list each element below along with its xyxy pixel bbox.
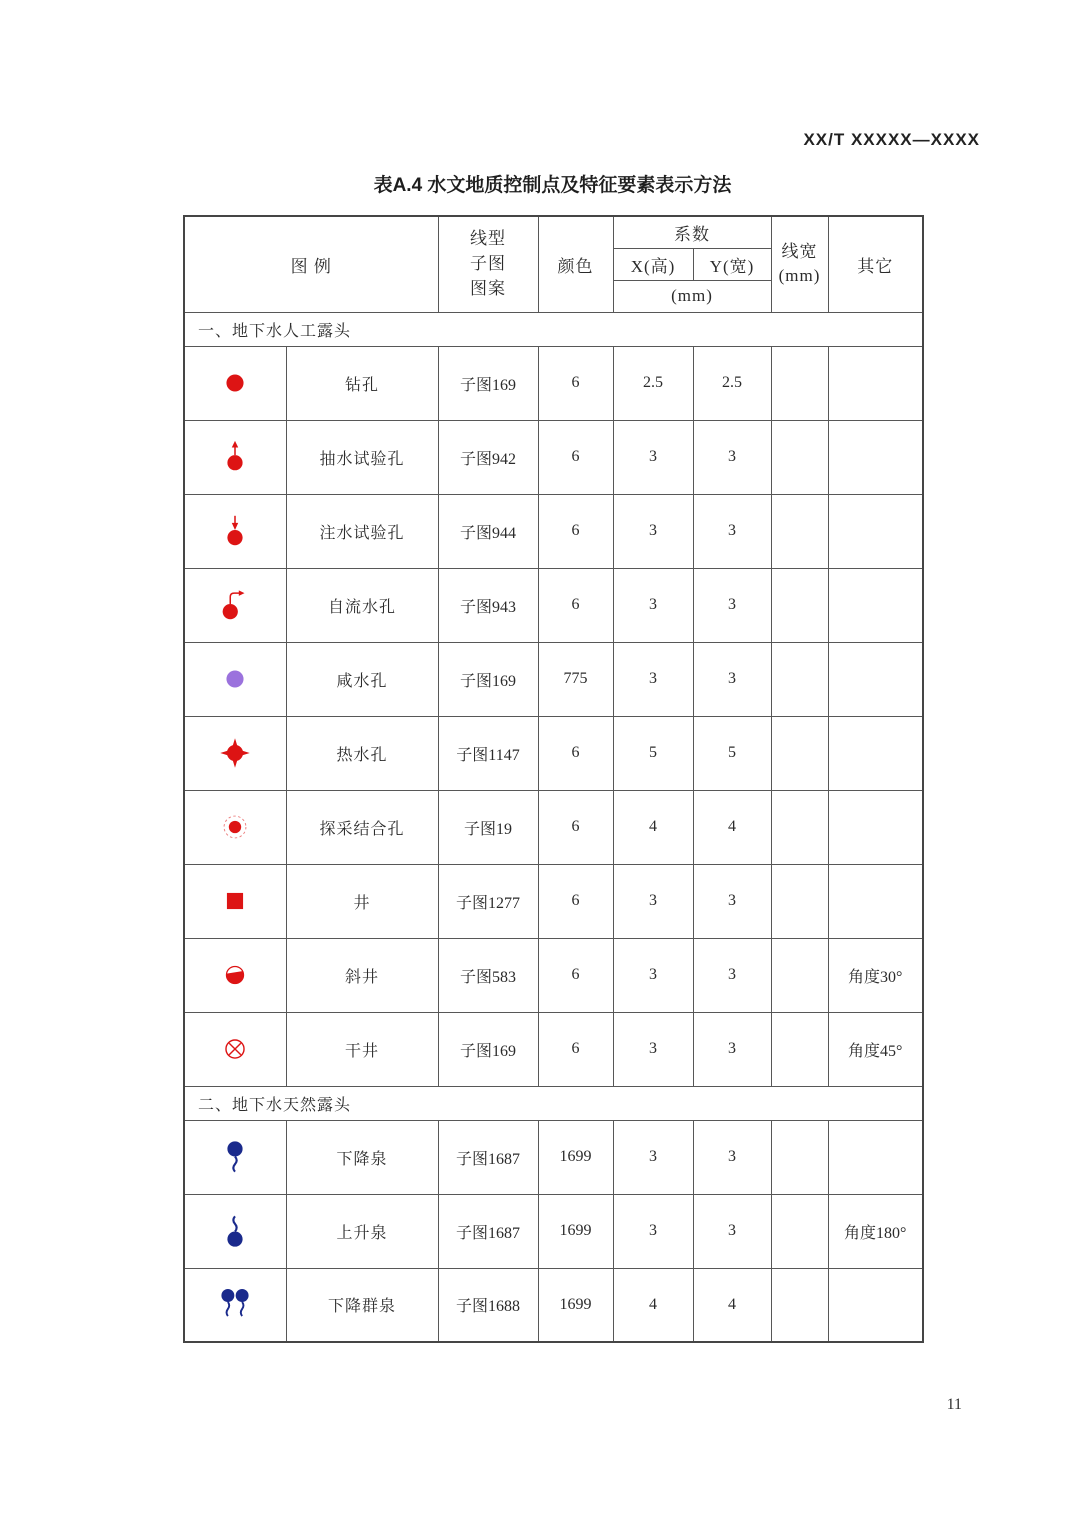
subfig-cell: 子图1688	[438, 1268, 538, 1342]
legend-name-cell: 下降群泉	[286, 1268, 438, 1342]
other-cell	[828, 716, 923, 790]
legend-name-cell: 注水试验孔	[286, 494, 438, 568]
linewidth-cell	[771, 864, 828, 938]
color-code-cell: 6	[538, 420, 613, 494]
header-x-high: X(高)	[613, 248, 693, 280]
color-code-cell: 6	[538, 864, 613, 938]
y-coeff-cell: 3	[693, 1194, 771, 1268]
other-cell: 角度30°	[828, 938, 923, 1012]
legend-symbol-cell	[184, 790, 286, 864]
color-code-cell: 6	[538, 346, 613, 420]
hot-water-hole-icon	[216, 734, 254, 772]
color-code-cell: 6	[538, 1012, 613, 1086]
legend-symbol-cell	[184, 1268, 286, 1342]
header-linewidth-line1: 线宽	[781, 241, 818, 261]
x-coeff-cell: 2.5	[613, 346, 693, 420]
header-subfig-line3: 图案	[470, 278, 506, 298]
x-coeff-cell: 3	[613, 494, 693, 568]
legend-symbol-cell	[184, 938, 286, 1012]
legend-name-cell: 探采结合孔	[286, 790, 438, 864]
color-code-cell: 6	[538, 494, 613, 568]
section-title: 一、地下水人工露头	[184, 312, 923, 346]
saline-hole-icon	[216, 660, 254, 698]
subfig-cell: 子图169	[438, 346, 538, 420]
descending-spring-group-icon	[216, 1286, 254, 1324]
table-row	[184, 1194, 923, 1268]
y-coeff-cell: 3	[693, 938, 771, 1012]
table-row	[184, 790, 923, 864]
legend-symbol-cell	[184, 1012, 286, 1086]
table-row	[184, 864, 923, 938]
legend-name-cell: 钻孔	[286, 346, 438, 420]
header-color: 颜色	[538, 216, 613, 312]
descending-spring-icon	[216, 1138, 254, 1176]
linewidth-cell	[771, 938, 828, 1012]
legend-symbol-cell	[184, 420, 286, 494]
legend-symbol-cell	[184, 864, 286, 938]
linewidth-cell	[771, 568, 828, 642]
x-coeff-cell: 3	[613, 420, 693, 494]
header-subfig-line1: 线型	[470, 229, 506, 249]
y-coeff-cell: 3	[693, 420, 771, 494]
color-code-cell: 1699	[538, 1194, 613, 1268]
legend-name-cell: 井	[286, 864, 438, 938]
x-coeff-cell: 3	[613, 642, 693, 716]
table-row	[184, 716, 923, 790]
legend-name-cell: 热水孔	[286, 716, 438, 790]
table-row	[184, 1012, 923, 1086]
explore-produce-hole-icon	[216, 808, 254, 846]
y-coeff-cell: 2.5	[693, 346, 771, 420]
dry-well-icon	[216, 1030, 254, 1068]
table-row	[184, 1268, 923, 1342]
legend-name-cell: 斜井	[286, 938, 438, 1012]
header-subfig-line2: 子图	[470, 253, 506, 273]
doc-code: XX/T XXXXX—XXXX	[803, 130, 980, 149]
subfig-cell: 子图1277	[438, 864, 538, 938]
x-coeff-cell: 5	[613, 716, 693, 790]
header-legend: 图 例	[184, 216, 438, 312]
y-coeff-cell: 3	[693, 864, 771, 938]
legend-symbol-cell	[184, 1194, 286, 1268]
color-code-cell: 775	[538, 642, 613, 716]
other-cell	[828, 1120, 923, 1194]
table-row	[184, 938, 923, 1012]
table-row	[184, 420, 923, 494]
subfig-cell: 子图1687	[438, 1120, 538, 1194]
header-y-wide: Y(宽)	[693, 248, 771, 280]
y-coeff-cell: 3	[693, 494, 771, 568]
header-linewidth-line2: (mm)	[778, 266, 821, 286]
y-coeff-cell: 3	[693, 642, 771, 716]
other-cell	[828, 494, 923, 568]
linewidth-cell	[771, 1194, 828, 1268]
pumping-test-hole-icon	[216, 438, 254, 476]
subfig-cell: 子图944	[438, 494, 538, 568]
other-cell: 角度180°	[828, 1194, 923, 1268]
x-coeff-cell: 3	[613, 864, 693, 938]
y-coeff-cell: 4	[693, 1268, 771, 1342]
table-title: 表A.4 水文地质控制点及特征要素表示方法	[373, 175, 732, 196]
subfig-cell: 子图942	[438, 420, 538, 494]
linewidth-cell	[771, 1268, 828, 1342]
x-coeff-cell: 3	[613, 1012, 693, 1086]
legend-symbol-cell	[184, 642, 286, 716]
x-coeff-cell: 4	[613, 1268, 693, 1342]
other-cell	[828, 864, 923, 938]
legend-name-cell: 自流水孔	[286, 568, 438, 642]
table-row	[184, 1120, 923, 1194]
linewidth-cell	[771, 1120, 828, 1194]
color-code-cell: 1699	[538, 1268, 613, 1342]
other-cell	[828, 568, 923, 642]
other-cell: 角度45°	[828, 1012, 923, 1086]
x-coeff-cell: 3	[613, 938, 693, 1012]
x-coeff-cell: 3	[613, 568, 693, 642]
artesian-hole-icon	[216, 586, 254, 624]
section-header-row	[184, 1086, 923, 1120]
legend-symbol-cell	[184, 568, 286, 642]
subfig-cell: 子图583	[438, 938, 538, 1012]
symbols-table	[183, 215, 924, 1343]
ascending-spring-icon	[216, 1212, 254, 1250]
inclined-well-icon	[216, 956, 254, 994]
other-cell	[828, 420, 923, 494]
x-coeff-cell: 3	[613, 1194, 693, 1268]
color-code-cell: 6	[538, 716, 613, 790]
linewidth-cell	[771, 420, 828, 494]
subfig-cell: 子图169	[438, 1012, 538, 1086]
other-cell	[828, 346, 923, 420]
section-title: 二、地下水天然露头	[184, 1086, 923, 1120]
header-linewidth	[771, 216, 828, 312]
header-mm: (mm)	[613, 280, 771, 312]
injection-test-hole-icon	[216, 512, 254, 550]
color-code-cell: 1699	[538, 1120, 613, 1194]
table-row	[184, 494, 923, 568]
other-cell	[828, 790, 923, 864]
color-code-cell: 6	[538, 938, 613, 1012]
legend-name-cell: 上升泉	[286, 1194, 438, 1268]
well-square-icon	[216, 882, 254, 920]
color-code-cell: 6	[538, 790, 613, 864]
y-coeff-cell: 3	[693, 1012, 771, 1086]
linewidth-cell	[771, 716, 828, 790]
linewidth-cell	[771, 790, 828, 864]
y-coeff-cell: 3	[693, 1120, 771, 1194]
legend-name-cell: 咸水孔	[286, 642, 438, 716]
other-cell	[828, 642, 923, 716]
linewidth-cell	[771, 642, 828, 716]
table-header	[184, 216, 923, 312]
table-body	[184, 312, 923, 1342]
header-other: 其它	[828, 216, 923, 312]
header-subfig	[438, 216, 538, 312]
legend-name-cell: 抽水试验孔	[286, 420, 438, 494]
legend-name-cell: 下降泉	[286, 1120, 438, 1194]
y-coeff-cell: 5	[693, 716, 771, 790]
y-coeff-cell: 4	[693, 790, 771, 864]
table-row	[184, 642, 923, 716]
legend-symbol-cell	[184, 346, 286, 420]
subfig-cell: 子图943	[438, 568, 538, 642]
other-cell	[828, 1268, 923, 1342]
subfig-cell: 子图19	[438, 790, 538, 864]
legend-name-cell: 干井	[286, 1012, 438, 1086]
page-number: 11	[946, 1396, 962, 1413]
subfig-cell: 子图169	[438, 642, 538, 716]
table-row	[184, 346, 923, 420]
table-row	[184, 568, 923, 642]
legend-symbol-cell	[184, 716, 286, 790]
subfig-cell: 子图1147	[438, 716, 538, 790]
legend-symbol-cell	[184, 1120, 286, 1194]
drill-hole-icon	[216, 364, 254, 402]
section-header-row	[184, 312, 923, 346]
color-code-cell: 6	[538, 568, 613, 642]
subfig-cell: 子图1687	[438, 1194, 538, 1268]
x-coeff-cell: 3	[613, 1120, 693, 1194]
linewidth-cell	[771, 1012, 828, 1086]
legend-symbol-cell	[184, 494, 286, 568]
header-coefficient: 系数	[613, 216, 771, 248]
linewidth-cell	[771, 346, 828, 420]
y-coeff-cell: 3	[693, 568, 771, 642]
x-coeff-cell: 4	[613, 790, 693, 864]
linewidth-cell	[771, 494, 828, 568]
